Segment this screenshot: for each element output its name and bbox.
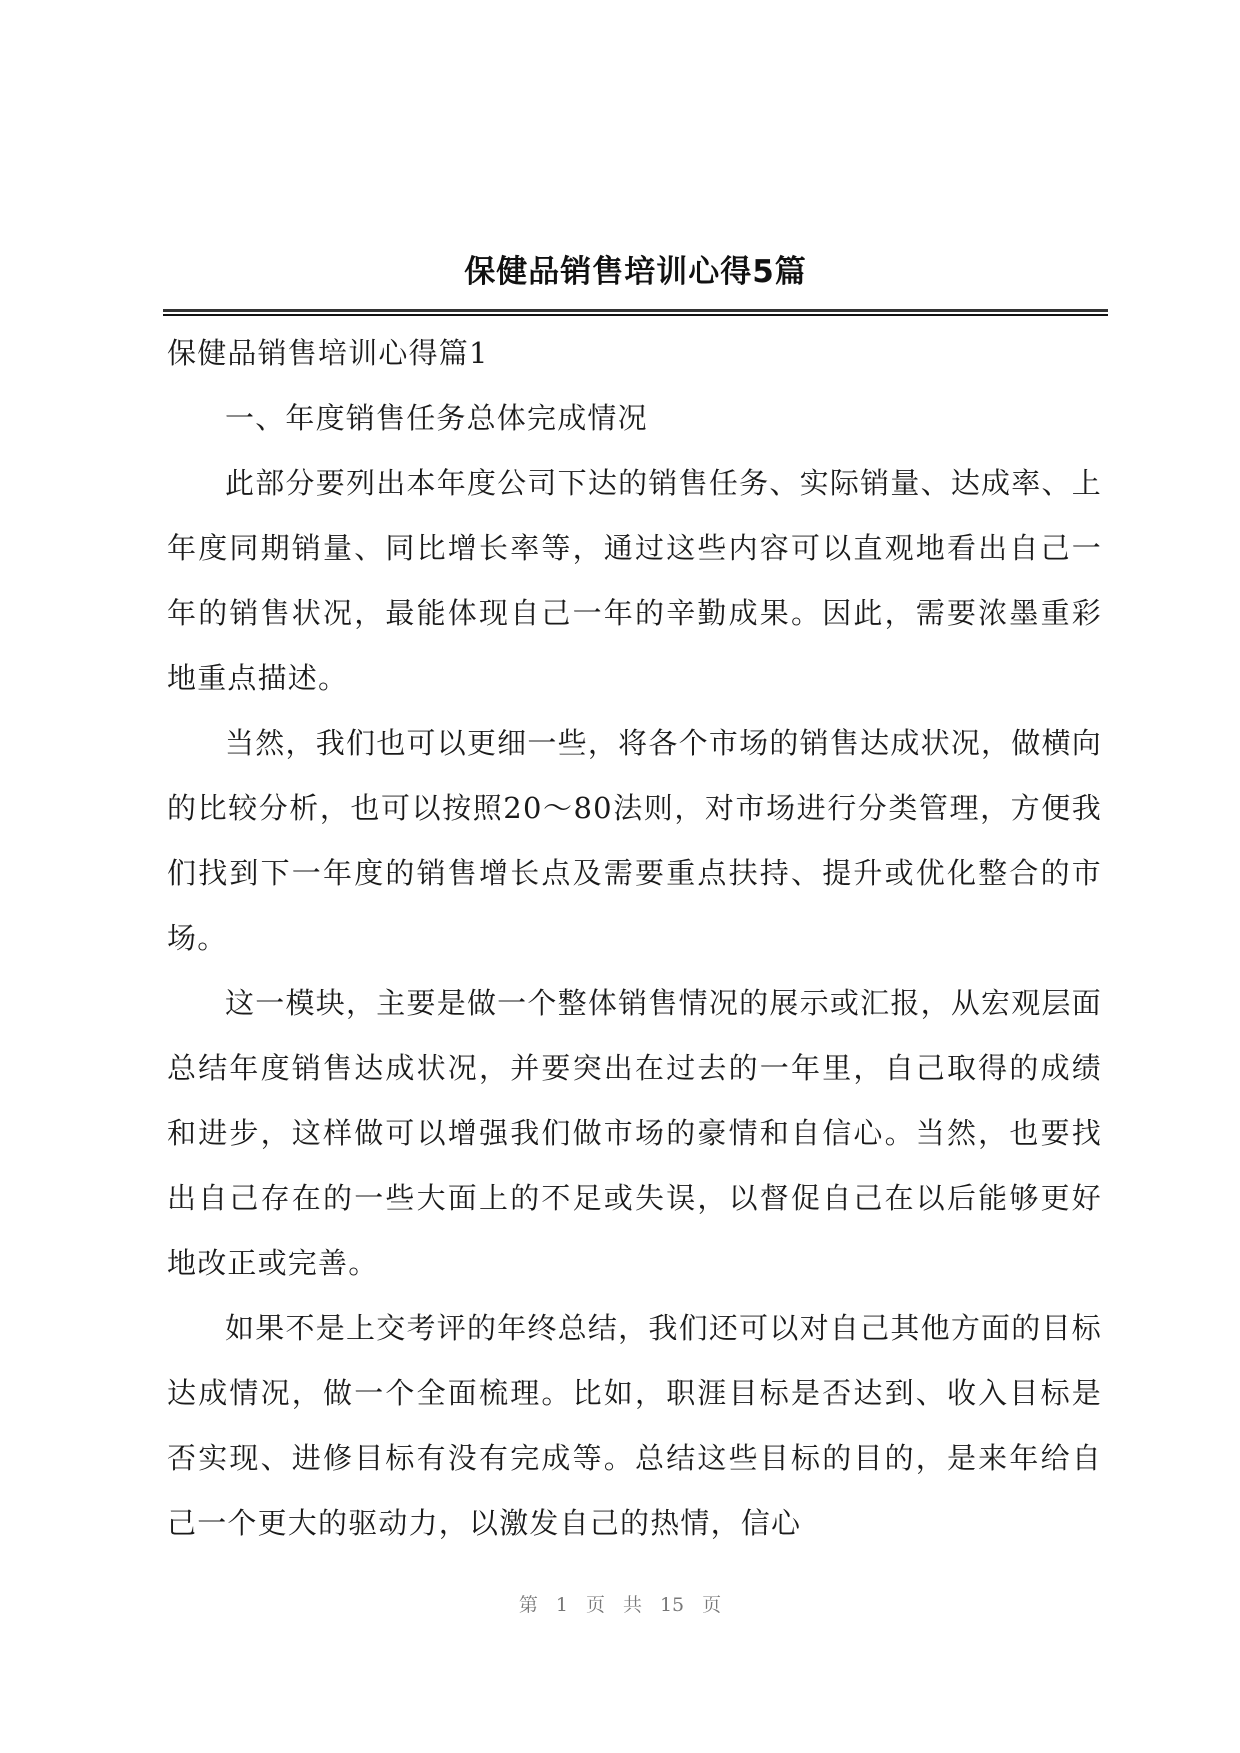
paragraph: 这一模块，主要是做一个整体销售情况的展示或汇报，从宏观层面总结年度销售达成状况，并要突出在过去的一年里，自己取得的成绩和进步，这样做可以增强我们做市场的豪情和自信心。当然，也要找出自己存在的一些大面上的不足或失误，以督促自己在以后能够更好地改正或完善。 [167, 986, 1102, 1280]
footer-prefix: 第 [518, 1594, 538, 1616]
title-rule-thick-line [163, 309, 1108, 312]
title-double-rule [163, 309, 1108, 315]
footer-total-pages: 15 [659, 1594, 685, 1616]
section-heading: 保健品销售培训心得篇1 [167, 336, 489, 370]
title-rule-thin-line [163, 314, 1108, 316]
paragraph: 如果不是上交考评的年终总结，我们还可以对自己其他方面的目标达成情况，做一个全面梳理。比如，职涯目标是否达到、收入目标是否实现、进修目标有没有完成等。总结这些目标的目的，是来年给自己一个更大的驱动力，以激发自己的热情，信心 [167, 1311, 1102, 1540]
paragraph: 当然，我们也可以更细一些，将各个市场的销售达成状况，做横向的比较分析，也可以按照20～80法则，对市场进行分类管理，方便我们找到下一年度的销售增长点及需要重点扶持、提升或优化整合的市场。 [167, 726, 1102, 955]
page-number-footer [0, 1590, 1240, 1617]
footer-current-page: 1 [555, 1594, 568, 1616]
subheading: 一、年度销售任务总体完成情况 [225, 401, 648, 435]
footer-total-suffix: 页 [702, 1594, 722, 1616]
footer-page-word: 页 [585, 1594, 605, 1616]
document-body [167, 321, 1102, 1556]
paragraph: 此部分要列出本年度公司下达的销售任务、实际销量、达成率、上年度同期销量、同比增长率等，通过这些内容可以直观地看出自己一年的销售状况，最能体现自己一年的辛勤成果。因此，需要浓墨重彩地重点描述。 [167, 466, 1102, 695]
footer-total-prefix: 共 [622, 1594, 642, 1616]
document-title: 保健品销售培训心得5篇 [464, 254, 807, 290]
